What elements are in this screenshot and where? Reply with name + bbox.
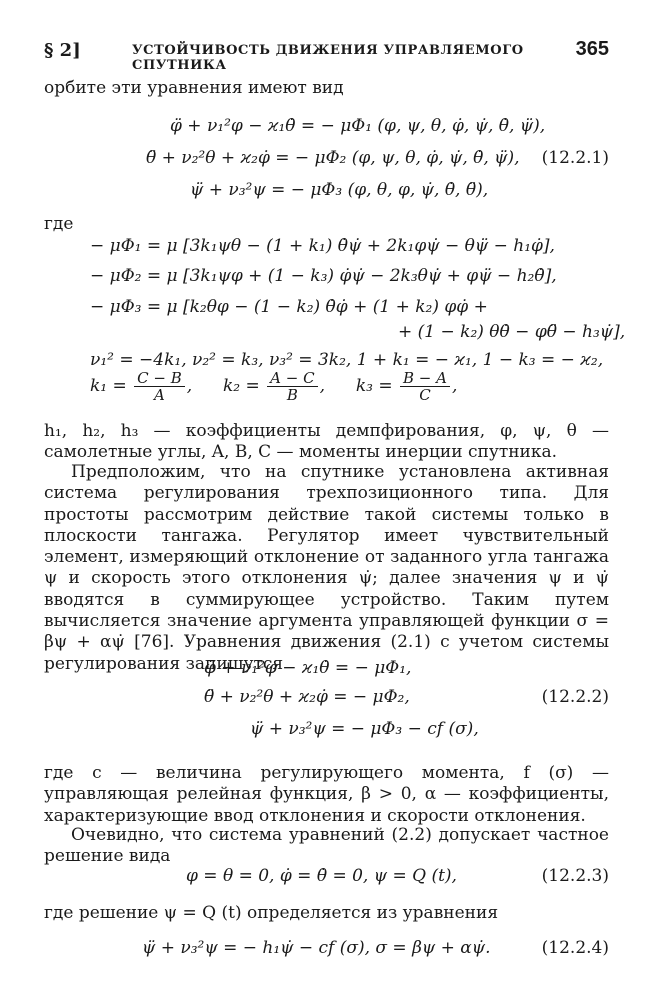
- paragraph-control-system: Предположим, что на спутнике установлена активная система регулирования трехпозиционного типа. Для простоты рассмотрим действие такой системы только в плоскости тангажа. Регулятор имеет чувствительный элемент, измеряющий отклонение от заданного угла тангажа ψ и скорость этого отклонения ψ̇; далее значения ψ и ψ̇ вводятся в суммирующее устройство. Таким путем вычисляется значение аргумента управляющей функции σ = βψ + αψ̇ [76]. Уравнения движения (2.1) с учетом системы регулирования запишутся: [44, 462, 609, 674]
- equation-12-2-3: φ = θ = 0, φ̇ = θ̇ = 0, ψ = Q (t),: [186, 866, 457, 886]
- fraction-numerator: C − B: [134, 370, 185, 387]
- paragraph-solution-defined: где решение ψ = Q (t) определяется из уравнения: [44, 903, 499, 923]
- definition-line: − μΦ₂ = μ [3k₁ψφ + (1 − k₃) φ̇ψ̇ − 2k₃θψ̇ + φψ̈ − h₂θ̇],: [90, 266, 557, 286]
- equation-line: φ̈ + ν₁²φ − ϰ₁θ̇ = − μΦ₁ (φ, ψ, θ, φ̇, ψ̇, θ̇, ψ̈),: [170, 116, 546, 136]
- definition-line: − μΦ₃ = μ [k₂θφ − (1 − k₂) θ̇φ̇ + (1 + k₂) φφ̇ +: [90, 297, 488, 317]
- fraction-k2: [267, 370, 317, 403]
- definition-line: ν₁² = −4k₁, ν₂² = k₃, ν₃² = 3k₂, 1 + k₁ = − ϰ₁, 1 − k₃ = − ϰ₂,: [90, 350, 604, 370]
- running-title: УСТОЙЧИВОСТЬ ДВИЖЕНИЯ УПРАВЛЯЕМОГО СПУТНИКА: [132, 43, 524, 73]
- equation-number: (12.2.2): [541, 687, 609, 707]
- fraction-denominator: B: [286, 386, 298, 404]
- equation-line: ψ̈ + ν₃²ψ = − μΦ₃ (φ, θ, φ, ψ̇, θ̇, θ̈),: [190, 180, 489, 200]
- equation-number: (12.2.4): [541, 938, 609, 958]
- fraction-separator: ,: [451, 376, 458, 396]
- fraction-lhs: k₃ =: [355, 376, 393, 396]
- fraction-separator: ,: [186, 376, 193, 396]
- fraction-row: [90, 370, 457, 403]
- fraction-numerator: B − A: [400, 370, 450, 387]
- paragraph-particular-solution: Очевидно, что система уравнений (2.2) допускает частное решение вида: [44, 825, 609, 867]
- equation-line: φ̈ + ν₁²φ − ϰ₁θ̇ = − μΦ₁,: [204, 658, 412, 678]
- paragraph-regulating-moment: где c — величина регулирующего момента, f (σ) — управляющая релейная функция, β > 0, α — коэффициенты, характеризующие ввод отклонения и скорости отклонения.: [44, 763, 609, 826]
- fraction-denominator: A: [154, 386, 165, 404]
- fraction-lhs: k₁ =: [90, 376, 127, 396]
- fraction-k3: [400, 370, 450, 403]
- equation-number: (12.2.3): [541, 866, 609, 886]
- running-header: [44, 38, 609, 73]
- equation-line: θ̈ + ν₂²θ + ϰ₂φ̇ = − μΦ₂ (φ, ψ, θ, φ̇, ψ̇, θ̇, ψ̈),: [146, 148, 520, 168]
- paragraph-coefficients: h₁, h₂, h₃ — коэффициенты демпфирования, φ, ψ, θ — самолетные углы, A, B, C — моменты инерции спутника.: [44, 421, 609, 463]
- where-label: где: [44, 214, 74, 234]
- section-marker: § 2]: [44, 40, 81, 61]
- definition-line: − μΦ₁ = μ [3k₁ψθ − (1 + k₁) θ̇ψ̇ + 2k₁φψ̇ − θψ̈ − h₁φ̇],: [90, 236, 555, 256]
- equation-line: θ̈ + ν₂²θ + ϰ₂φ̇ = − μΦ₂,: [204, 687, 410, 707]
- fraction-k1: [134, 370, 185, 403]
- definition-line: + (1 − k₂) θθ̇ − φθ̈ − h₃ψ̇],: [398, 322, 626, 342]
- fraction-numerator: A − C: [267, 370, 317, 387]
- fraction-lhs: k₂ =: [223, 376, 260, 396]
- intro-line: орбите эти уравнения имеют вид: [44, 78, 344, 98]
- fraction-denominator: C: [419, 386, 431, 404]
- equation-12-2-4: ψ̈ + ν₃²ψ = − h₁ψ̇ − cf (σ), σ = βψ + αψ̇.: [142, 938, 491, 958]
- fraction-separator: ,: [319, 376, 325, 396]
- equation-number: (12.2.1): [541, 148, 609, 168]
- equation-line: ψ̈ + ν₃²ψ = − μΦ₃ − cf (σ),: [250, 719, 479, 739]
- page-number: 365: [575, 38, 609, 60]
